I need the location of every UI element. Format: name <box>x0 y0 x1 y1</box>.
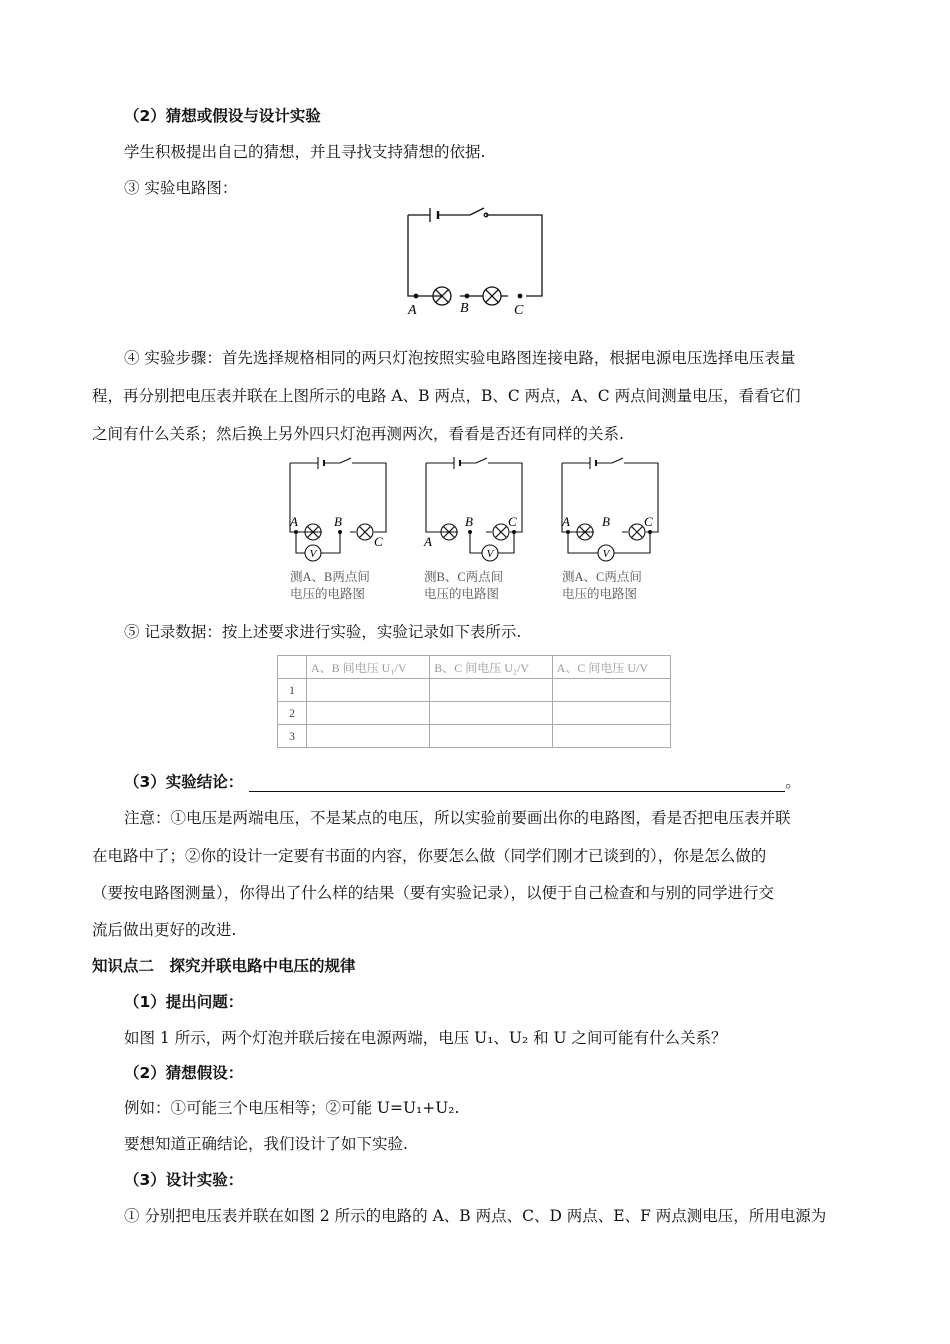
design-heading: （3）设计实验： <box>124 1171 244 1189</box>
table-cell <box>430 702 552 725</box>
hypothesis-text-2: 要想知道正确结论，我们设计了如下实验. <box>124 1135 408 1153</box>
point-a-label: A <box>408 303 417 318</box>
table-row <box>278 702 671 725</box>
diagram-caption-line-2: 电压的电路图 <box>424 587 500 601</box>
knowledge-point-2-heading: 知识点二 探究并联电路中电压的规律 <box>92 957 356 975</box>
step-5-label: ⑤ 记录数据：按上述要求进行实验，实验记录如下表所示. <box>124 623 522 641</box>
hypothesis-text: 例如：①可能三个电压相等；②可能 U=U₁+U₂. <box>124 1099 460 1117</box>
design-text: ① 分别把电压表并联在如图 2 所示的电路的 A、B 两点、C、D 两点、E、F 两点测电压，所用电源为 <box>124 1207 827 1225</box>
point-c-label: C <box>508 514 517 529</box>
row-index: 3 <box>278 725 307 748</box>
section-heading-hypothesis: （2）猜想或假设与设计实验 <box>124 107 321 125</box>
conclusion-heading: （3）实验结论： <box>124 773 244 791</box>
point-a-label: A <box>290 514 298 529</box>
point-a-label: A <box>562 514 570 529</box>
record-table <box>277 655 671 748</box>
diagram-caption-line-1: 测A、B两点间 <box>290 570 370 584</box>
diagram-ac <box>561 457 658 601</box>
voltmeter-diagrams <box>284 452 674 602</box>
note-line-1: 注意：①电压是两端电压，不是某点的电压，所以实验前要画出你的电路图，看是否把电压表并联 <box>124 809 791 827</box>
table-header-cell: A、C 间电压 U/V <box>552 656 670 679</box>
step-4-line-1: ④ 实验步骤：首先选择规格相同的两只灯泡按照实验电路图连接电路，根据电源电压选择电压表量 <box>124 349 796 367</box>
point-c-label: C <box>514 303 524 318</box>
paragraph: 学生积极提出自己的猜想，并且寻找支持猜想的依据. <box>124 143 486 161</box>
step-4-line-3: 之间有什么关系；然后换上另外四只灯泡再测两次，看看是否还有同样的关系. <box>92 425 624 443</box>
voltmeter-label: V <box>309 548 317 560</box>
series-circuit-diagram <box>400 204 550 319</box>
table-cell <box>430 725 552 748</box>
table-cell <box>552 725 670 748</box>
hypothesis-heading: （2）猜想假设： <box>124 1064 244 1082</box>
table-row <box>278 725 671 748</box>
diagram-caption-line-1: 测A、C两点间 <box>562 570 642 584</box>
table-header-row <box>278 656 671 679</box>
diagram-caption-line-2: 电压的电路图 <box>562 587 638 601</box>
point-b-label: B <box>334 514 342 529</box>
step-3-label: ③ 实验电路图： <box>124 179 238 197</box>
point-c-label: C <box>374 534 383 549</box>
row-index: 1 <box>278 679 307 702</box>
conclusion-period: 。 <box>785 773 801 791</box>
table-header-cell: B、C 间电压 U₂/V <box>430 656 552 679</box>
table-cell <box>307 679 430 702</box>
table-corner-cell <box>278 656 307 679</box>
diagram-caption-line-1: 测B、C两点间 <box>424 570 504 584</box>
point-b-label: B <box>465 514 473 529</box>
table-cell <box>307 702 430 725</box>
note-line-2: 在电路中了；②你的设计一定要有书面的内容，你要怎么做（同学们刚才已谈到的），你是怎么做的 <box>92 847 767 865</box>
point-c-label: C <box>644 514 653 529</box>
table-row <box>278 679 671 702</box>
note-line-4: 流后做出更好的改进. <box>92 921 237 939</box>
table-cell <box>430 679 552 702</box>
question-text: 如图 1 所示，两个灯泡并联后接在电源两端，电压 U₁、U₂ 和 U 之间可能有什么关系？ <box>124 1029 727 1047</box>
conclusion-row <box>124 772 801 792</box>
table-cell <box>307 725 430 748</box>
voltmeter-label: V <box>486 548 494 560</box>
conclusion-blank[interactable] <box>249 776 785 792</box>
table-cell <box>552 679 670 702</box>
diagram-bc <box>423 457 522 601</box>
question-heading: （1）提出问题： <box>124 993 244 1011</box>
diagram-caption-line-2: 电压的电路图 <box>290 587 366 601</box>
row-index: 2 <box>278 702 307 725</box>
diagram-ab <box>289 457 386 601</box>
point-a-label: A <box>424 534 432 549</box>
point-b-label: B <box>460 301 469 316</box>
step-4-line-2: 程，再分别把电压表并联在上图所示的电路 A、B 两点，B、C 两点，A、C 两点间测量电压，看看它们 <box>92 387 801 405</box>
table-cell <box>552 702 670 725</box>
point-b-label: B <box>602 514 610 529</box>
voltmeter-label: V <box>602 548 610 560</box>
note-line-3: （要按电路图测量），你得出了什么样的结果（要有实验记录），以便于自己检查和与别的同学进行交 <box>92 884 775 902</box>
table-header-cell: A、B 间电压 U₁/V <box>307 656 430 679</box>
